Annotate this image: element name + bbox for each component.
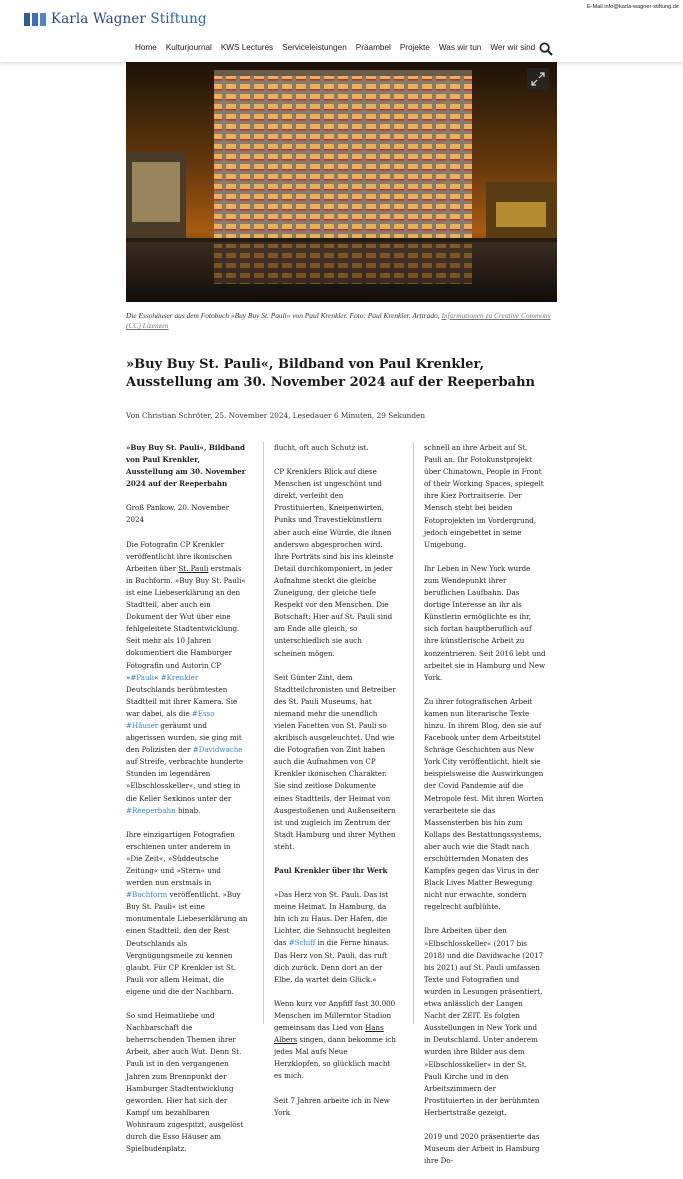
logo-mark-icon bbox=[24, 13, 46, 26]
paragraph: Ihr Leben in New York wurde zum Wendepunkt ihrer beruflichen Laufbahn. Das dortige Interesse an ihr als Künstlerin ermöglichte es ihr, sich fortan hauptberuflich auf ihre künstlerische Arbeit zu konzentrieren. Seit 2016 lebt und arbeitet sie in Hamburg und New York. bbox=[424, 563, 546, 682]
paragraph: Wenn kurz vor Anpfiff fast 30.000 Menschen im Millerntor Stadion gemeinsam das Lied von Hans Albers singen, dann bekomme ich jedes Mal aufs Neue Herzklopfen, so glücklich macht es mich. bbox=[274, 998, 396, 1081]
section-heading: Paul Krenkler über ihr Werk bbox=[274, 866, 388, 875]
caption-license-link[interactable]: Informationen zu Creative Commons (CC) Lizenzen bbox=[126, 311, 551, 331]
article-byline: Von Christian Schröter, 25. November 2024, Lesedauer 6 Minuten, 29 Sekunden bbox=[126, 411, 426, 420]
nav-item-kws-lectures[interactable]: KWS Lectures bbox=[220, 43, 274, 52]
lead-paragraph: »Buy Buy St. Pauli«, Bildband von Paul Krenkler, Ausstellung am 30. November 2024 auf der Reeperbahn bbox=[126, 443, 246, 489]
logo-suffix: Stiftung bbox=[150, 11, 207, 27]
nav-item-home[interactable]: Home bbox=[135, 43, 157, 52]
paragraph: Ihre Arbeiten über den »Elbschlosskeller« (2017 bis 2018) und die Davidwache (2017 bis 2021) auf St. Pauli umfassen Texte und Fotografien und wurden in Lesungen präsentiert, etwa anlässlich der Langen Nacht der ZEIT. Es folgten Ausstellungen in New York und in Deutschland. Unter anderem wurden ihre Bilder aus dem »Elbschlosskeller« in der St. Pauli Kirche und in den Arbeitszimmern der Prostituierten in der berühmten Herbertstraße gezeigt. bbox=[424, 926, 544, 1117]
st-pauli-link[interactable]: St. Pauli bbox=[178, 563, 209, 573]
nav-item-kulturjournal[interactable]: Kulturjournal bbox=[165, 43, 212, 52]
paragraph: So sind Heimatliebe und Nachbarschaft die beherrschenden Themen ihrer Arbeit, aber auch Wut. Denn St. Pauli ist in den vergangenen Jahren zum Brennpunkt der Hamburger Stadtentwicklung geworden. Hier hat sich der Kampf um bezahlbaren Wohnraum zugespitzt, ausgelöst durch die Esso Häuser am Spielbudenplatz. bbox=[126, 1011, 244, 1154]
article-column-2 bbox=[274, 442, 396, 1131]
nav-item-praeambel[interactable]: Präambel bbox=[355, 43, 391, 52]
search-icon[interactable] bbox=[539, 42, 553, 56]
hashtag-link[interactable]: #Davidwache bbox=[192, 745, 243, 755]
caption-text: Die Essohäuser aus dem Fotobuch »Buy Buy St. Pauli« von Paul Krenkler. Foto: Paul Krenkler, Arttrado, bbox=[126, 311, 440, 320]
paragraph: schnell an ihre Arbeit auf St. Pauli an. Ihr Fotokunstprojekt über Chinatown, People in Front of their Working Spaces, spiegelt ihre Kiez Portraitserie. Der Mensch steht bei beiden Fotoprojekten im Vordergrund, jedoch eingebettet in seine Umgebung. bbox=[424, 443, 544, 549]
paragraph: Zu ihrer fotografischen Arbeit kamen nun literarische Texte hinzu. In ihrem Blog, den sie auf Facebook unter dem Arbeitstitel Schräge Geschichten aus New York City veröffentlicht, hielt sie beispielsweise die Auswirkungen der Covid Pandemie auf die Metropole fest. Mit ihren Worten verarbeitete sie das Massensterben bis hin zum Kollaps des Bestattungssystems, aber auch wie die Stadt nach erschütternden Monaten des Kampfes gegen das Virus in der Black Lives Matter Bewegung nicht nur erwachte, sondern regelrecht aufblühte. bbox=[424, 696, 544, 912]
hashtag-link[interactable]: #Pauli bbox=[130, 672, 155, 682]
expand-image-button[interactable] bbox=[527, 68, 549, 90]
hashtag-link[interactable]: #Schiff bbox=[288, 938, 316, 948]
article-body bbox=[126, 442, 558, 1166]
nav-item-projekte[interactable]: Projekte bbox=[399, 43, 430, 52]
nav-item-was-wir-tun[interactable]: Was wir tun bbox=[438, 43, 482, 52]
column-divider bbox=[413, 442, 414, 1024]
article-column-3 bbox=[424, 442, 546, 1179]
paragraph: Seit Günter Zint, dem Stadtteilchronisten und Betreiber des St. Pauli Museums, hat niemand mehr die unendlich vielen Facetten von St. Pauli so akribisch ausgeleuchtet. Und wie die Fotografien von Zint haben auch die Aufnahmen von CP Krenkler ikonischen Charakter. Sie sind zeitlose Dokumente eines Stadtteils, der Heimat von Ausgestoßenen und Außenseitern ist und zugleich im Zentrum der Stadt Hamburg und ihrer Mythen steht. bbox=[274, 672, 396, 851]
logo-name: Karla Wagner bbox=[51, 11, 146, 27]
article-column-1 bbox=[126, 442, 248, 1167]
nav-item-wer-wir-sind[interactable]: Wer wir sind bbox=[490, 43, 536, 52]
hans-albers-link[interactable]: Hans Albers bbox=[274, 1023, 384, 1045]
paragraph: flucht, oft auch Schutz ist. bbox=[274, 443, 369, 452]
hashtag-link[interactable]: #Reeperbahn bbox=[126, 805, 176, 815]
hashtag-link[interactable]: #Esso #Häuser bbox=[126, 708, 215, 730]
contact-email[interactable]: E-Mail info@karla-wagner-stiftung.de bbox=[586, 4, 679, 10]
quote-paragraph: »Das Herz von St. Pauli. Das ist meine Heimat. In Hamburg, da bin ich zu Haus. Der Hafen, die Lichter, die Sehnsucht begleiten das #Schiff in die Ferne hinaus. Das Herz von St. Pauli, das ruft dich zurück. Denn dort an der Elbe, da wartet dein Glück.« bbox=[274, 890, 391, 984]
paragraph: Die Fotografin CP Krenkler veröffentlicht ihre ikonischen Arbeiten über St. Pauli erstmals in Buchform. »Buy Buy St. Pauli« ist eine Liebeserklärung an den Stadtteil, aber auch ein Dokument der Wut über eine fehlgeleitete Stadtentwicklung. Seit mehr als 10 Jahren dokumentiert die Hamburger Fotografin und Autorin CP »#Pauli« #Krenkler Deutschlands berühmtesten Stadtteil mit ihrer Kamera. Sie war dabei, als die #Esso #Häuser geräumt und abgerissen wurden, sie ging mit den Polizisten der #Davidwache auf Streife, verbrachte hunderte Stunden im legendären »Elbschlosskeller«, und stieg in die Keller Sexkinos unter der #Reeperbahn hinab. bbox=[126, 539, 246, 815]
paragraph: Seit 7 Jahren arbeite ich in New York bbox=[274, 1095, 390, 1117]
dateline: Groß Pankow, 20. November 2024 bbox=[126, 503, 229, 525]
image-caption bbox=[126, 311, 557, 332]
expand-icon bbox=[527, 68, 549, 90]
paragraph: Ihre einzigartigen Fotografien erschienen unter anderem in »Die Zeit«, »Süddeutsche Zeitung« und »Stern« und werden nun erstmals in #Buchform veröffentlicht. »Buy Buy St. Pauli« ist eine monumentale Liebeserklärung an einen Stadtteil, den der Rest Deutschlands als Vergnügungsmeile zu kennen glaubt. Für CP Krenkler ist St. Pauli vor allem Heimat, die eigene und die der Nachbarn. bbox=[126, 829, 248, 996]
site-logo[interactable] bbox=[24, 11, 207, 27]
hashtag-link[interactable]: #Buchform bbox=[126, 890, 168, 900]
site-header bbox=[0, 0, 683, 62]
main-nav bbox=[135, 43, 535, 52]
nav-item-serviceleistungen[interactable]: Serviceleistungen bbox=[282, 43, 347, 52]
hashtag-link[interactable]: #Krenkler bbox=[160, 672, 199, 682]
paragraph: CP Krenklers Blick auf diese Menschen ist ungeschönt und direkt, verleiht den Prostituierten, Kneipenwirten, Punks und Travestiekünstlern aber auch eine Würde, die ihnen anderswo abgesprochen wird. Ihre Porträts sind bis ins kleinste Detail durchkomponiert, in jeder Aufnahme steckt die gleiche Zuneigung, der gleiche tiefe Respekt vor den Menschen. Die Botschaft: Hier auf St. Pauli sind am Ende alle gleich, so unterschiedlich sie auch scheinen mögen. bbox=[274, 467, 394, 658]
column-divider bbox=[263, 442, 264, 1024]
paragraph: 2019 und 2020 präsentierte das Museum der Arbeit in Hamburg ihre Do- bbox=[424, 1131, 540, 1166]
hero-photo bbox=[126, 62, 557, 302]
article-title: »Buy Buy St. Pauli«, Bildband von Paul Krenkler, Ausstellung am 30. November 2024 auf der Reeperbahn bbox=[126, 357, 535, 390]
